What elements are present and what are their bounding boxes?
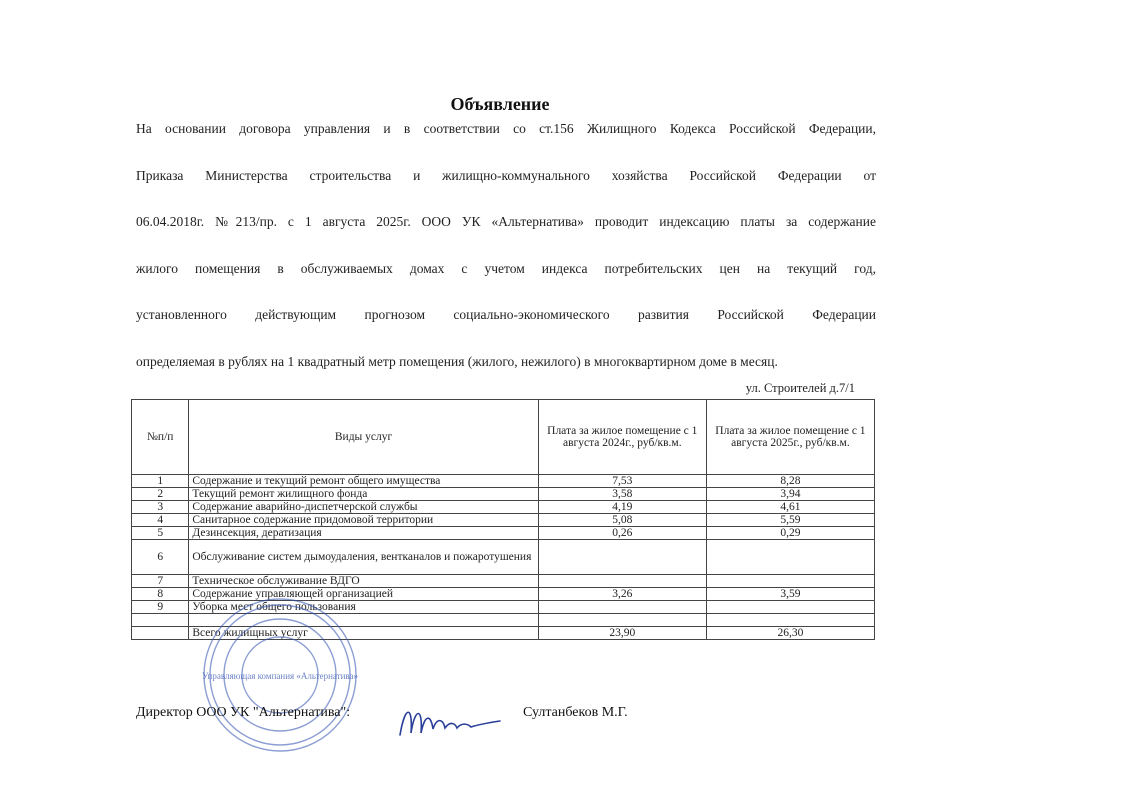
row-name: Дезинсекция, дератизация [189,527,538,540]
signature-name: Султанбеков М.Г. [523,705,628,720]
header-v2024: Плата за жилое помещение с 1 августа 2024г., руб/кв.м. [538,400,706,475]
row-v2024 [538,601,706,614]
row-v2025: 5,59 [706,514,874,527]
row-num: 9 [132,601,189,614]
total-v2024: 23,90 [538,627,706,640]
paragraph-line-3: 06.04.2018г. №213/пр. с 1 августа 2025г. ООО УК «Альтернатива» проводит индексацию платы за содержание [136,214,876,229]
row-v2024 [538,540,706,575]
row-v2025 [706,575,874,588]
row-v2024: 7,53 [538,475,706,488]
director-signature [395,695,505,745]
total-num [132,627,189,640]
paragraph-line-2: Приказа Министерства строительства и жилищно-коммунального хозяйства Российской Федерации от [136,168,876,183]
row-num: 8 [132,588,189,601]
row-v2024: 5,08 [538,514,706,527]
table-header-row [132,400,875,475]
table-row [132,527,875,540]
row-name: Техническое обслуживание ВДГО [189,575,538,588]
company-seal [200,595,360,755]
table-row [132,575,875,588]
row-v2024: 3,26 [538,588,706,601]
table-row [132,488,875,501]
row-v2024 [538,575,706,588]
row-name: Текущий ремонт жилищного фонда [189,488,538,501]
address: ул. Строителей д.7/1 [745,381,855,395]
row-name: Санитарное содержание придомовой территории [189,514,538,527]
row-name: Уборка мест общего пользования [189,601,538,614]
table-row [132,514,875,527]
row-v2025 [706,614,874,627]
header-v2025: Плата за жилое помещение с 1 августа 2025г., руб/кв.м. [706,400,874,475]
row-v2025: 3,59 [706,588,874,601]
row-v2025: 8,28 [706,475,874,488]
row-num: 3 [132,501,189,514]
row-v2024: 0,26 [538,527,706,540]
paragraph-line-6: определяемая в рублях на 1 квадратный метр помещения (жилого, нежилого) в многоквартирном доме в месяц. [136,354,778,369]
table-row [132,540,875,575]
paragraph-line-1: На основании договора управления и в соответствии со ст.156 Жилищного Кодекса Российской Федерации, [136,121,876,136]
row-name: Обслуживание систем дымоудаления, вентканалов и пожаротушения [189,540,538,575]
row-num: 5 [132,527,189,540]
row-name: Содержание управляющей организацией [189,588,538,601]
page-title: Объявление [450,94,550,114]
table-row [132,501,875,514]
row-v2025: 3,94 [706,488,874,501]
row-num: 1 [132,475,189,488]
row-v2025 [706,601,874,614]
row-name: Содержание и текущий ремонт общего имущества [189,475,538,488]
row-v2025 [706,540,874,575]
row-num: 6 [132,540,189,575]
total-label: Всего жилищных услуг [189,627,538,640]
seal-label: Управляющая компания «Альтернатива» [201,671,359,681]
row-num: 2 [132,488,189,501]
total-v2025: 26,30 [706,627,874,640]
header-name: Виды услуг [189,400,538,475]
row-v2025: 0,29 [706,527,874,540]
row-name: Содержание аварийно-диспетчерской службы [189,501,538,514]
row-v2024: 4,19 [538,501,706,514]
row-v2024 [538,614,706,627]
row-num: 4 [132,514,189,527]
paragraph-line-4: жилого помещения в обслуживаемых домах с учетом индекса потребительских цен на текущий год, [136,261,876,276]
row-v2024: 3,58 [538,488,706,501]
row-v2025: 4,61 [706,501,874,514]
signature-label: Директор ООО УК "Альтернатива": [136,705,351,720]
row-num [132,614,189,627]
paragraph-line-5: установленного действующим прогнозом социально-экономического развития Российской Федерации [136,307,876,322]
row-num: 7 [132,575,189,588]
header-num: №п/п [132,400,189,475]
table-row [132,475,875,488]
